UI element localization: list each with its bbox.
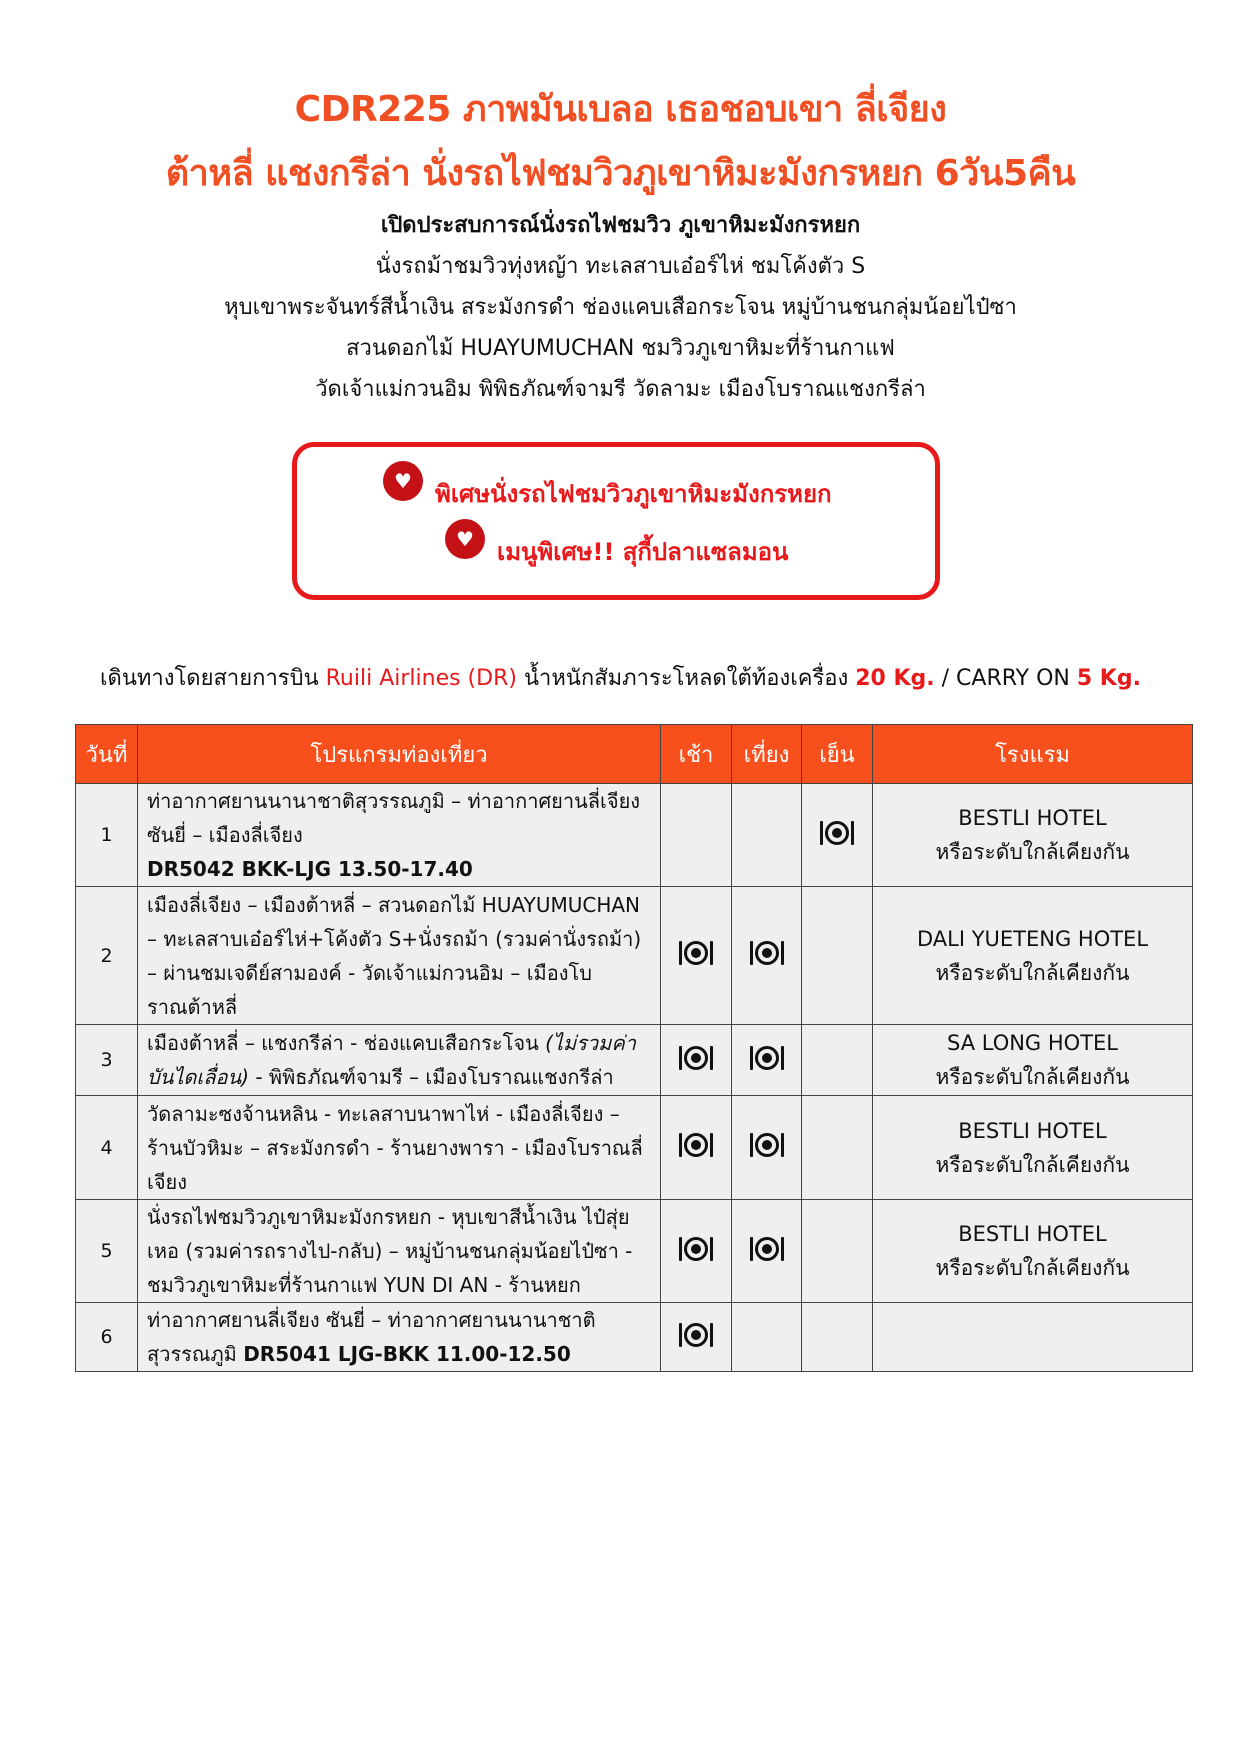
lunch-cell (732, 1200, 802, 1303)
meal-plate-icon (679, 1133, 713, 1157)
promo-item (383, 469, 832, 513)
hotel-name: BESTLI HOTEL (958, 1222, 1107, 1246)
hotel-cell (873, 1096, 1193, 1200)
heart-icon: ♥ (383, 461, 423, 501)
hotel-cell (873, 1025, 1193, 1096)
day-cell: 1 (76, 784, 138, 887)
table-row (76, 887, 1193, 1025)
meal-plate-icon (820, 821, 854, 845)
program-cell: นั่งรถไฟชมวิวภูเขาหิมะมังกรหยก - หุบเขาสีน้ำเงิน ไป๋สุ่ยเหอ (รวมค่ารถรางไป-กลับ) – หมู่บ้านชนกลุ่มน้อยไป๋ซา - ชมวิวภูเขาหิมะที่ร้านกาแฟ YUN DI AN - ร้านหยก (138, 1200, 661, 1303)
breakfast-cell (661, 1303, 732, 1372)
breakfast-cell (661, 887, 732, 1025)
program-note: (ไม่รวมค่าบันไดเลื่อน) (147, 1031, 636, 1089)
header-lunch: เที่ยง (732, 725, 802, 784)
table-row (76, 1025, 1193, 1096)
hotel-name: BESTLI HOTEL (958, 806, 1107, 830)
meal-plate-icon (679, 941, 713, 965)
hotel-name: BESTLI HOTEL (958, 1118, 1107, 1143)
header-day: วันที่ (76, 725, 138, 784)
hotel-note: หรือระดับใกล้เคียงกัน (935, 1256, 1130, 1280)
program-cell (138, 1025, 661, 1096)
table-row (76, 784, 1193, 887)
header-breakfast: เช้า (661, 725, 732, 784)
carry-on-weight: 5 Kg. (1076, 666, 1141, 691)
day-cell: 4 (76, 1096, 138, 1200)
program-text: - พิพิธภัณฑ์จามรี – เมืองโบราณแชงกรีล่า (249, 1065, 614, 1089)
lunch-cell (732, 1303, 802, 1372)
flight-info (0, 660, 1241, 695)
highlight-line: วัดเจ้าแม่กวนอิม พิพิธภัณฑ์จามรี วัดลามะ เมืองโบราณแชงกรีล่า (315, 377, 926, 402)
header-dinner: เย็น (802, 725, 873, 784)
highlight-line: หุบเขาพระจันทร์สีน้ำเงิน สระมังกรดำ ช่องแคบเสือกระโจน หมู่บ้านชนกลุ่มน้อยไป๋ซา (224, 295, 1017, 320)
hotel-cell (873, 1303, 1193, 1372)
meal-plate-icon (679, 1046, 713, 1070)
program-text: เมืองต้าหลี่ – แชงกรีล่า - ช่องแคบเสือกระโจน (147, 1031, 546, 1055)
hotel-cell (873, 784, 1193, 887)
program-cell (138, 1303, 661, 1372)
table-row (76, 1303, 1193, 1372)
table-row (76, 1096, 1193, 1200)
meal-plate-icon (750, 1237, 784, 1261)
day-cell: 2 (76, 887, 138, 1025)
carry-on-label: / CARRY ON (934, 666, 1077, 691)
dinner-cell (802, 1096, 873, 1200)
meal-plate-icon (679, 1237, 713, 1261)
table-header-row (76, 725, 1193, 784)
header-program: โปรแกรมท่องเที่ยว (138, 725, 661, 784)
promo-box (292, 442, 940, 600)
dinner-cell (802, 887, 873, 1025)
program-text: ท่าอากาศยานนานาชาติสุวรรณภูมิ – ท่าอากาศยานลี่เจียง ซันยี่ – เมืองลี่เจียง (147, 789, 641, 847)
hotel-note: หรือระดับใกล้เคียงกัน (935, 1152, 1130, 1177)
hotel-name: SA LONG HOTEL (946, 1031, 1118, 1055)
subtitle: เปิดประสบการณ์นั่งรถไฟชมวิว ภูเขาหิมะมังกรหยก (380, 213, 861, 238)
promo-text: เมนูพิเศษ!! สุกี้ปลาแซลมอน (497, 537, 789, 566)
flight-info-middle: น้ำหนักสัมภาระโหลดใต้ท้องเครื่อง (516, 666, 856, 691)
flight-code: DR5042 BKK-LJG 13.50-17.40 (147, 857, 473, 881)
airline-name: Ruili Airlines (DR) (325, 666, 517, 691)
dinner-cell (802, 1025, 873, 1096)
dinner-cell (802, 1200, 873, 1303)
hotel-note: หรือระดับใกล้เคียงกัน (935, 1065, 1130, 1089)
heart-icon: ♥ (445, 519, 485, 559)
day-cell: 6 (76, 1303, 138, 1372)
breakfast-cell (661, 1096, 732, 1200)
meal-plate-icon (750, 1133, 784, 1157)
itinerary-table (75, 724, 1193, 1372)
header-hotel: โรงแรม (873, 725, 1193, 784)
meal-plate-icon (679, 1323, 713, 1347)
lunch-cell (732, 1025, 802, 1096)
hotel-note: หรือระดับใกล้เคียงกัน (935, 960, 1130, 985)
program-text: ท่าอากาศยานลี่เจียง ซันยี่ – ท่าอากาศยานนานาชาติสุวรรณภูมิ (147, 1308, 596, 1366)
hotel-cell (873, 1200, 1193, 1303)
lunch-cell (732, 784, 802, 887)
title-line-2: ต้าหลี่ แชงกรีล่า นั่งรถไฟชมวิวภูเขาหิมะมังกรหยก 6วัน5คืน (165, 153, 1076, 194)
header (0, 78, 1241, 410)
highlight-line: นั่งรถม้าชมวิวทุ่งหญ้า ทะเลสาบเอ๋อร์ไห่ ชมโค้งตัว S (375, 254, 866, 279)
hotel-name: DALI YUETENG HOTEL (916, 926, 1149, 951)
baggage-weight: 20 Kg. (855, 666, 935, 691)
hotel-note: หรือระดับใกล้เคียงกัน (935, 840, 1130, 864)
meal-plate-icon (750, 1046, 784, 1070)
breakfast-cell (661, 1025, 732, 1096)
program-cell: เมืองลี่เจียง – เมืองต้าหลี่ – สวนดอกไม้ HUAYUMUCHAN – ทะเลสาบเอ๋อร์ไห่+โค้งตัว S+นั่งรถม้า (รวมค่านั่งรถม้า) – ผ่านชมเจดีย์สามองค์ - วัดเจ้าแม่กวนอิม – เมืองโบราณต้าหลี่ (138, 887, 661, 1025)
table-row (76, 1200, 1193, 1303)
flight-info-prefix: เดินทางโดยสายการบิน (100, 666, 326, 691)
lunch-cell (732, 1096, 802, 1200)
program-cell (138, 784, 661, 887)
day-cell: 3 (76, 1025, 138, 1096)
dinner-cell (802, 1303, 873, 1372)
promo-text: พิเศษนั่งรถไฟชมวิวภูเขาหิมะมังกรหยก (435, 479, 832, 508)
breakfast-cell (661, 1200, 732, 1303)
hotel-cell (873, 887, 1193, 1025)
highlight-line: สวนดอกไม้ HUAYUMUCHAN ชมวิวภูเขาหิมะที่ร้านกาแฟ (346, 336, 895, 361)
lunch-cell (732, 887, 802, 1025)
program-cell: วัดลามะซงจ้านหลิน - ทะเลสาบนาพาไห่ - เมืองลี่เจียง – ร้านบัวหิมะ – สระมังกรดำ - ร้านยางพารา - เมืองโบราณลี่เจียง (138, 1096, 661, 1200)
meal-plate-icon (750, 941, 784, 965)
dinner-cell (802, 784, 873, 887)
title-line-1: CDR225 ภาพมันเบลอ เธอชอบเขา ลี่เจียง (294, 89, 947, 130)
day-cell: 5 (76, 1200, 138, 1303)
flight-code: DR5041 LJG-BKK 11.00-12.50 (243, 1342, 571, 1366)
promo-item (445, 527, 789, 571)
breakfast-cell (661, 784, 732, 887)
